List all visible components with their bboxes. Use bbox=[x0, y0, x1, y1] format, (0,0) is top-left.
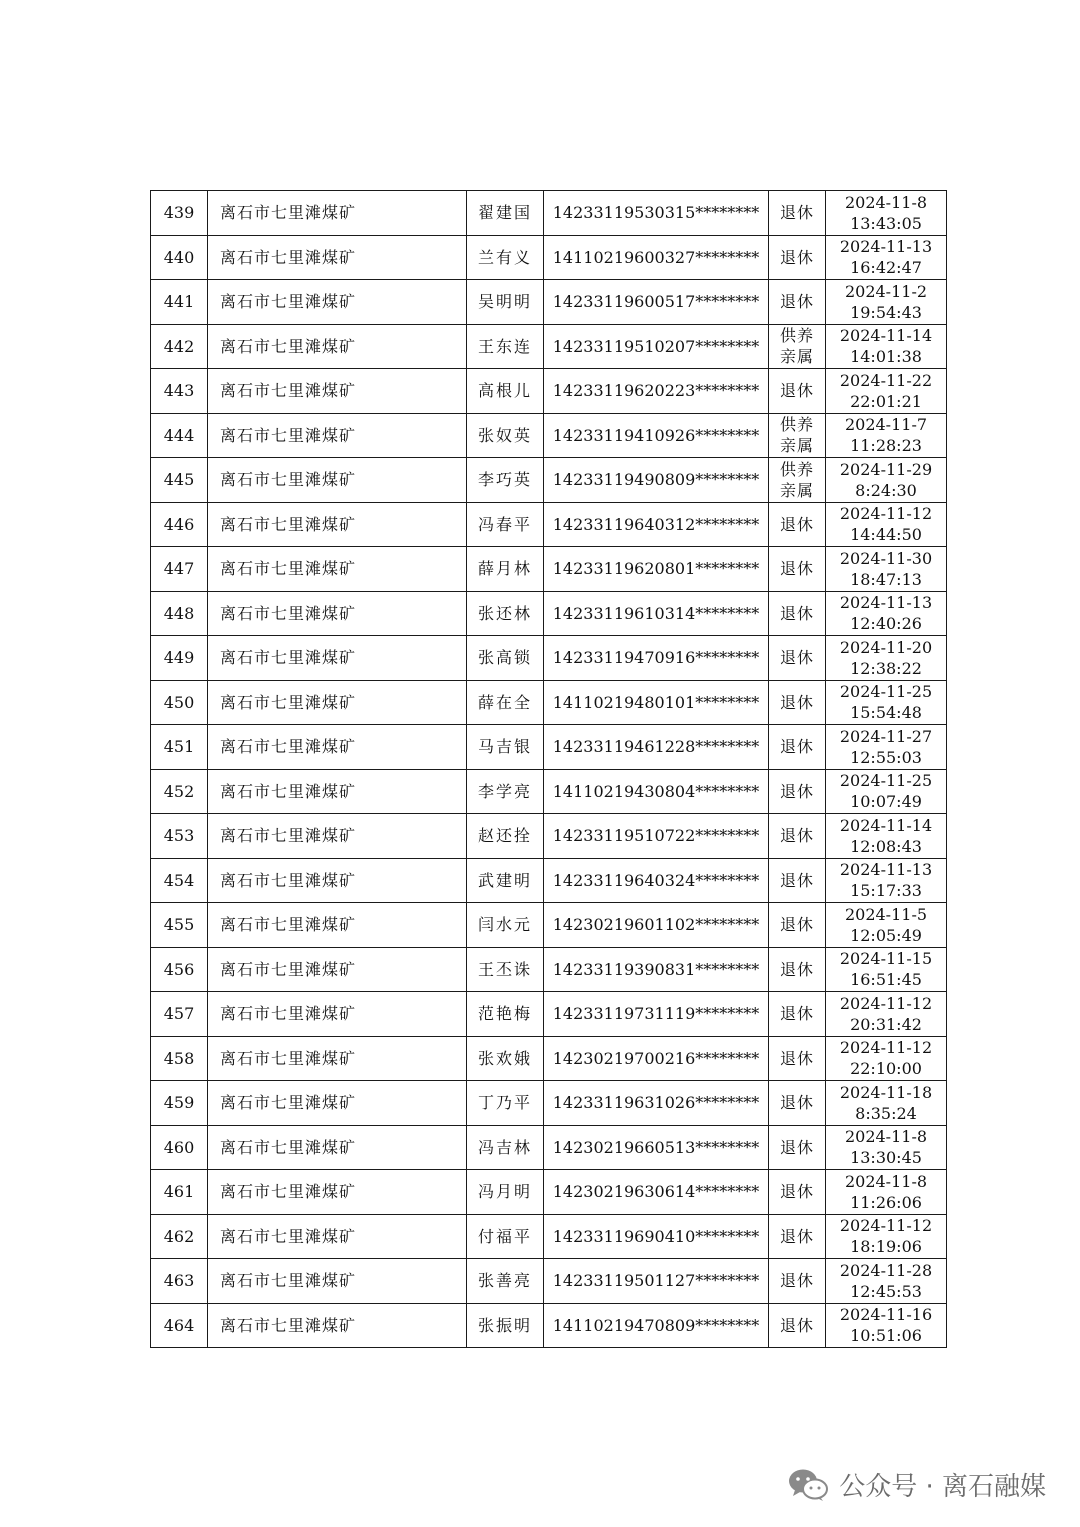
name-cell: 闫水元 bbox=[467, 903, 544, 948]
id-number-cell: 14233119620223******** bbox=[544, 369, 769, 414]
name-cell: 张奴英 bbox=[467, 413, 544, 458]
timestamp-date: 2024-11-25 bbox=[839, 682, 933, 702]
category-cell: 退休 bbox=[769, 191, 826, 236]
timestamp-date: 2024-11-18 bbox=[839, 1082, 933, 1102]
category-cell: 退休 bbox=[769, 1036, 826, 1081]
timestamp-cell bbox=[826, 769, 947, 814]
row-number-cell: 454 bbox=[151, 858, 208, 903]
id-number-cell: 14233119610314******** bbox=[544, 591, 769, 636]
table-row bbox=[151, 369, 947, 414]
unit-cell: 离石市七里滩煤矿 bbox=[208, 1125, 467, 1170]
id-number-cell: 14230219601102******** bbox=[544, 903, 769, 948]
unit-cell: 离石市七里滩煤矿 bbox=[208, 413, 467, 458]
unit-cell: 离石市七里滩煤矿 bbox=[208, 680, 467, 725]
unit-cell: 离石市七里滩煤矿 bbox=[208, 1259, 467, 1304]
timestamp-cell bbox=[826, 1125, 947, 1170]
category-cell: 退休 bbox=[769, 369, 826, 414]
name-cell: 丁乃平 bbox=[467, 1081, 544, 1126]
timestamp-date: 2024-11-14 bbox=[839, 815, 933, 835]
table-row bbox=[151, 280, 947, 325]
timestamp-date: 2024-11-12 bbox=[839, 993, 933, 1013]
timestamp-time: 14:01:38 bbox=[850, 347, 922, 367]
timestamp-time: 12:40:26 bbox=[850, 614, 922, 634]
name-cell: 张高锁 bbox=[467, 636, 544, 681]
row-number-cell: 462 bbox=[151, 1214, 208, 1259]
category-cell: 退休 bbox=[769, 992, 826, 1037]
unit-cell: 离石市七里滩煤矿 bbox=[208, 947, 467, 992]
table-row bbox=[151, 769, 947, 814]
id-number-cell: 14233119530315******** bbox=[544, 191, 769, 236]
name-cell: 张振明 bbox=[467, 1303, 544, 1348]
category-cell: 退休 bbox=[769, 814, 826, 859]
timestamp-cell bbox=[826, 903, 947, 948]
timestamp-time: 15:54:48 bbox=[850, 703, 922, 723]
table-row bbox=[151, 1214, 947, 1259]
table-row bbox=[151, 502, 947, 547]
id-number-cell: 14233119640324******** bbox=[544, 858, 769, 903]
category-cell: 退休 bbox=[769, 502, 826, 547]
table-row bbox=[151, 1303, 947, 1348]
table-row bbox=[151, 235, 947, 280]
table-row bbox=[151, 547, 947, 592]
name-cell: 冯月明 bbox=[467, 1170, 544, 1215]
roster-table-body bbox=[151, 191, 947, 1348]
timestamp-time: 13:30:45 bbox=[850, 1148, 922, 1168]
timestamp-cell bbox=[826, 814, 947, 859]
id-number-cell: 14110219600327******** bbox=[544, 235, 769, 280]
timestamp-date: 2024-11-16 bbox=[839, 1305, 933, 1325]
timestamp-time: 14:44:50 bbox=[850, 525, 922, 545]
id-number-cell: 14110219480101******** bbox=[544, 680, 769, 725]
timestamp-cell bbox=[826, 591, 947, 636]
row-number-cell: 441 bbox=[151, 280, 208, 325]
name-cell: 马吉银 bbox=[467, 725, 544, 770]
category-cell: 退休 bbox=[769, 280, 826, 325]
timestamp-date: 2024-11-15 bbox=[839, 949, 933, 969]
unit-cell: 离石市七里滩煤矿 bbox=[208, 636, 467, 681]
unit-cell: 离石市七里滩煤矿 bbox=[208, 235, 467, 280]
timestamp-date: 2024-11-20 bbox=[839, 637, 933, 657]
category-cell: 退休 bbox=[769, 1170, 826, 1215]
id-number-cell: 14233119501127******** bbox=[544, 1259, 769, 1304]
timestamp-cell bbox=[826, 369, 947, 414]
timestamp-time: 22:10:00 bbox=[850, 1059, 922, 1079]
unit-cell: 离石市七里滩煤矿 bbox=[208, 369, 467, 414]
name-cell: 李学亮 bbox=[467, 769, 544, 814]
row-number-cell: 457 bbox=[151, 992, 208, 1037]
unit-cell: 离石市七里滩煤矿 bbox=[208, 191, 467, 236]
name-cell: 李巧英 bbox=[467, 458, 544, 503]
table-row bbox=[151, 191, 947, 236]
id-number-cell: 14233119620801******** bbox=[544, 547, 769, 592]
id-number-cell: 14233119600517******** bbox=[544, 280, 769, 325]
table-row bbox=[151, 1259, 947, 1304]
row-number-cell: 439 bbox=[151, 191, 208, 236]
row-number-cell: 463 bbox=[151, 1259, 208, 1304]
timestamp-cell bbox=[826, 1303, 947, 1348]
unit-cell: 离石市七里滩煤矿 bbox=[208, 1214, 467, 1259]
id-number-cell: 14230219700216******** bbox=[544, 1036, 769, 1081]
category-cell: 退休 bbox=[769, 725, 826, 770]
name-cell: 冯吉林 bbox=[467, 1125, 544, 1170]
id-number-cell: 14230219660513******** bbox=[544, 1125, 769, 1170]
category-cell: 退休 bbox=[769, 858, 826, 903]
timestamp-cell bbox=[826, 1081, 947, 1126]
table-row bbox=[151, 413, 947, 458]
wechat-icon bbox=[787, 1467, 829, 1503]
table-row bbox=[151, 858, 947, 903]
timestamp-date: 2024-11-25 bbox=[839, 771, 933, 791]
table-row bbox=[151, 992, 947, 1037]
timestamp-time: 19:54:43 bbox=[850, 302, 922, 322]
row-number-cell: 443 bbox=[151, 369, 208, 414]
row-number-cell: 458 bbox=[151, 1036, 208, 1081]
id-number-cell: 14233119490809******** bbox=[544, 458, 769, 503]
category-cell: 供养 亲属 bbox=[769, 324, 826, 369]
table-row bbox=[151, 1125, 947, 1170]
timestamp-date: 2024-11-28 bbox=[839, 1260, 933, 1280]
timestamp-time: 12:55:03 bbox=[850, 747, 922, 767]
id-number-cell: 14233119390831******** bbox=[544, 947, 769, 992]
row-number-cell: 452 bbox=[151, 769, 208, 814]
table-row bbox=[151, 947, 947, 992]
timestamp-cell bbox=[826, 1036, 947, 1081]
id-number-cell: 14233119410926******** bbox=[544, 413, 769, 458]
timestamp-cell bbox=[826, 636, 947, 681]
row-number-cell: 464 bbox=[151, 1303, 208, 1348]
timestamp-date: 2024-11-12 bbox=[839, 1216, 933, 1236]
timestamp-date: 2024-11-13 bbox=[839, 860, 933, 880]
category-cell: 退休 bbox=[769, 547, 826, 592]
id-number-cell: 14110219430804******** bbox=[544, 769, 769, 814]
id-number-cell: 14233119640312******** bbox=[544, 502, 769, 547]
timestamp-time: 8:24:30 bbox=[855, 480, 917, 500]
timestamp-cell bbox=[826, 992, 947, 1037]
name-cell: 吴明明 bbox=[467, 280, 544, 325]
table-row bbox=[151, 725, 947, 770]
timestamp-cell bbox=[826, 725, 947, 770]
row-number-cell: 450 bbox=[151, 680, 208, 725]
id-number-cell: 14233119470916******** bbox=[544, 636, 769, 681]
timestamp-time: 13:43:05 bbox=[850, 213, 922, 233]
timestamp-cell bbox=[826, 680, 947, 725]
name-cell: 武建明 bbox=[467, 858, 544, 903]
name-cell: 兰有义 bbox=[467, 235, 544, 280]
timestamp-cell bbox=[826, 502, 947, 547]
timestamp-date: 2024-11-30 bbox=[839, 548, 933, 568]
watermark-text: 公众号 · 离石融媒 bbox=[839, 1472, 1046, 1502]
timestamp-cell bbox=[826, 413, 947, 458]
name-cell: 张欢娥 bbox=[467, 1036, 544, 1081]
timestamp-date: 2024-11-8 bbox=[844, 192, 928, 212]
name-cell: 高根儿 bbox=[467, 369, 544, 414]
timestamp-date: 2024-11-2 bbox=[844, 281, 928, 301]
timestamp-time: 20:31:42 bbox=[850, 1014, 922, 1034]
timestamp-date: 2024-11-5 bbox=[844, 904, 928, 924]
name-cell: 翟建国 bbox=[467, 191, 544, 236]
category-cell: 退休 bbox=[769, 903, 826, 948]
table-row bbox=[151, 591, 947, 636]
watermark bbox=[787, 1466, 1046, 1503]
id-number-cell: 14110219470809******** bbox=[544, 1303, 769, 1348]
timestamp-time: 12:05:49 bbox=[850, 925, 922, 945]
name-cell: 王丕诛 bbox=[467, 947, 544, 992]
timestamp-date: 2024-11-13 bbox=[839, 593, 933, 613]
timestamp-time: 12:45:53 bbox=[850, 1281, 922, 1301]
unit-cell: 离石市七里滩煤矿 bbox=[208, 725, 467, 770]
table-row bbox=[151, 636, 947, 681]
category-cell: 退休 bbox=[769, 636, 826, 681]
table-row bbox=[151, 1081, 947, 1126]
row-number-cell: 461 bbox=[151, 1170, 208, 1215]
id-number-cell: 14233119461228******** bbox=[544, 725, 769, 770]
category-cell: 退休 bbox=[769, 1259, 826, 1304]
id-number-cell: 14233119631026******** bbox=[544, 1081, 769, 1126]
timestamp-cell bbox=[826, 1214, 947, 1259]
name-cell: 王东连 bbox=[467, 324, 544, 369]
timestamp-date: 2024-11-27 bbox=[839, 726, 933, 746]
timestamp-time: 8:35:24 bbox=[855, 1103, 917, 1123]
timestamp-time: 18:19:06 bbox=[850, 1237, 922, 1257]
unit-cell: 离石市七里滩煤矿 bbox=[208, 1036, 467, 1081]
roster-table bbox=[150, 190, 947, 1348]
row-number-cell: 445 bbox=[151, 458, 208, 503]
timestamp-date: 2024-11-13 bbox=[839, 237, 933, 257]
category-cell: 退休 bbox=[769, 1125, 826, 1170]
row-number-cell: 456 bbox=[151, 947, 208, 992]
row-number-cell: 453 bbox=[151, 814, 208, 859]
timestamp-time: 12:08:43 bbox=[850, 836, 922, 856]
category-cell: 退休 bbox=[769, 680, 826, 725]
id-number-cell: 14233119690410******** bbox=[544, 1214, 769, 1259]
unit-cell: 离石市七里滩煤矿 bbox=[208, 769, 467, 814]
row-number-cell: 449 bbox=[151, 636, 208, 681]
timestamp-time: 22:01:21 bbox=[850, 391, 922, 411]
timestamp-date: 2024-11-12 bbox=[839, 1038, 933, 1058]
timestamp-date: 2024-11-29 bbox=[839, 459, 933, 479]
table-row bbox=[151, 903, 947, 948]
id-number-cell: 14233119510207******** bbox=[544, 324, 769, 369]
name-cell: 张还林 bbox=[467, 591, 544, 636]
name-cell: 冯春平 bbox=[467, 502, 544, 547]
id-number-cell: 14233119510722******** bbox=[544, 814, 769, 859]
name-cell: 赵还拴 bbox=[467, 814, 544, 859]
timestamp-time: 18:47:13 bbox=[850, 569, 922, 589]
category-cell: 退休 bbox=[769, 235, 826, 280]
unit-cell: 离石市七里滩煤矿 bbox=[208, 1170, 467, 1215]
row-number-cell: 446 bbox=[151, 502, 208, 547]
timestamp-cell bbox=[826, 324, 947, 369]
category-cell: 供养 亲属 bbox=[769, 458, 826, 503]
name-cell: 薛月林 bbox=[467, 547, 544, 592]
table-row bbox=[151, 814, 947, 859]
category-cell: 退休 bbox=[769, 1081, 826, 1126]
timestamp-cell bbox=[826, 858, 947, 903]
unit-cell: 离石市七里滩煤矿 bbox=[208, 858, 467, 903]
row-number-cell: 447 bbox=[151, 547, 208, 592]
category-cell: 退休 bbox=[769, 1214, 826, 1259]
table-row bbox=[151, 1036, 947, 1081]
timestamp-time: 15:17:33 bbox=[850, 881, 922, 901]
id-number-cell: 14233119731119******** bbox=[544, 992, 769, 1037]
timestamp-time: 16:51:45 bbox=[850, 970, 922, 990]
unit-cell: 离石市七里滩煤矿 bbox=[208, 547, 467, 592]
row-number-cell: 448 bbox=[151, 591, 208, 636]
timestamp-cell bbox=[826, 547, 947, 592]
category-cell: 退休 bbox=[769, 947, 826, 992]
unit-cell: 离石市七里滩煤矿 bbox=[208, 1081, 467, 1126]
category-cell: 退休 bbox=[769, 591, 826, 636]
unit-cell: 离石市七里滩煤矿 bbox=[208, 992, 467, 1037]
timestamp-cell bbox=[826, 458, 947, 503]
timestamp-date: 2024-11-12 bbox=[839, 504, 933, 524]
timestamp-cell bbox=[826, 235, 947, 280]
category-cell: 退休 bbox=[769, 769, 826, 814]
category-cell: 退休 bbox=[769, 1303, 826, 1348]
name-cell: 薛在全 bbox=[467, 680, 544, 725]
name-cell: 范艳梅 bbox=[467, 992, 544, 1037]
name-cell: 张善亮 bbox=[467, 1259, 544, 1304]
unit-cell: 离石市七里滩煤矿 bbox=[208, 903, 467, 948]
row-number-cell: 459 bbox=[151, 1081, 208, 1126]
unit-cell: 离石市七里滩煤矿 bbox=[208, 1303, 467, 1348]
id-number-cell: 14230219630614******** bbox=[544, 1170, 769, 1215]
table-row bbox=[151, 1170, 947, 1215]
row-number-cell: 440 bbox=[151, 235, 208, 280]
timestamp-date: 2024-11-22 bbox=[839, 370, 933, 390]
roster-table-container bbox=[150, 190, 933, 1348]
unit-cell: 离石市七里滩煤矿 bbox=[208, 324, 467, 369]
timestamp-time: 10:07:49 bbox=[850, 792, 922, 812]
row-number-cell: 460 bbox=[151, 1125, 208, 1170]
timestamp-cell bbox=[826, 191, 947, 236]
timestamp-time: 11:26:06 bbox=[850, 1192, 922, 1212]
timestamp-time: 12:38:22 bbox=[850, 658, 922, 678]
timestamp-date: 2024-11-8 bbox=[844, 1171, 928, 1191]
row-number-cell: 442 bbox=[151, 324, 208, 369]
unit-cell: 离石市七里滩煤矿 bbox=[208, 458, 467, 503]
row-number-cell: 451 bbox=[151, 725, 208, 770]
timestamp-date: 2024-11-14 bbox=[839, 326, 933, 346]
timestamp-date: 2024-11-8 bbox=[844, 1127, 928, 1147]
table-row bbox=[151, 458, 947, 503]
timestamp-time: 10:51:06 bbox=[850, 1326, 922, 1346]
timestamp-cell bbox=[826, 1170, 947, 1215]
timestamp-cell bbox=[826, 280, 947, 325]
timestamp-cell bbox=[826, 1259, 947, 1304]
name-cell: 付福平 bbox=[467, 1214, 544, 1259]
unit-cell: 离石市七里滩煤矿 bbox=[208, 280, 467, 325]
unit-cell: 离石市七里滩煤矿 bbox=[208, 502, 467, 547]
unit-cell: 离石市七里滩煤矿 bbox=[208, 591, 467, 636]
category-cell: 供养 亲属 bbox=[769, 413, 826, 458]
timestamp-time: 16:42:47 bbox=[850, 258, 922, 278]
row-number-cell: 455 bbox=[151, 903, 208, 948]
timestamp-cell bbox=[826, 947, 947, 992]
table-row bbox=[151, 680, 947, 725]
unit-cell: 离石市七里滩煤矿 bbox=[208, 814, 467, 859]
row-number-cell: 444 bbox=[151, 413, 208, 458]
timestamp-time: 11:28:23 bbox=[850, 436, 922, 456]
timestamp-date: 2024-11-7 bbox=[844, 415, 928, 435]
table-row bbox=[151, 324, 947, 369]
